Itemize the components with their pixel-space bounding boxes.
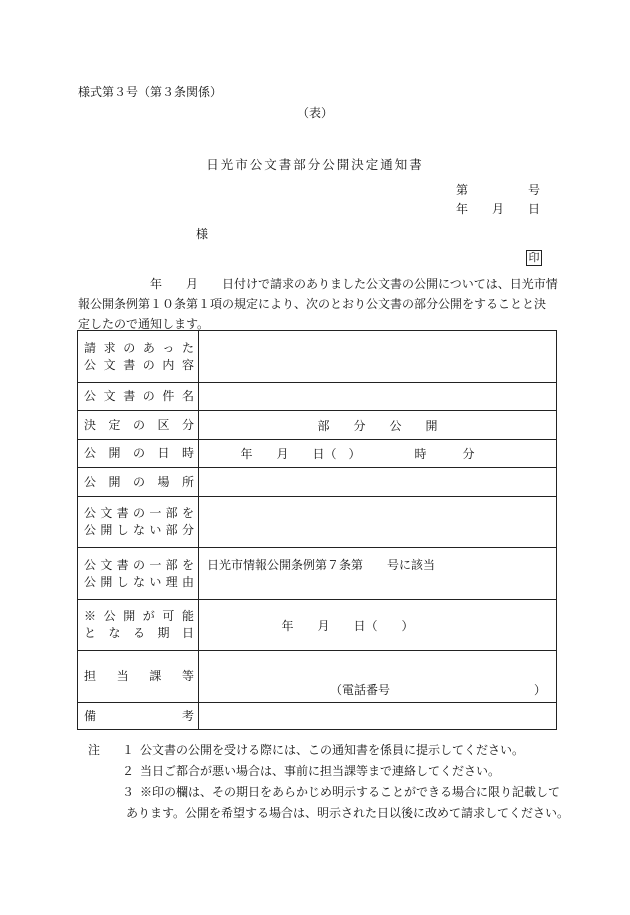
- table-row: [78, 497, 557, 548]
- label-document-name: 公文書の件名: [78, 383, 199, 411]
- table-row: [78, 548, 557, 600]
- label-requested-content: 請求のあった 公文書の内容: [78, 331, 199, 383]
- addressee-suffix: 様: [196, 227, 209, 241]
- label-undisclosed-reason: 公文書の一部を 公開しない理由: [78, 548, 199, 600]
- label-decision-type: 決定の区分: [78, 411, 199, 440]
- date-month-label: 月: [492, 202, 505, 216]
- label-remarks: 備考: [78, 703, 199, 730]
- note-1: 注 １ 公文書の公開を受ける際には、この通知書を係員に提示してください。: [88, 740, 569, 761]
- ref-no-suffix: 号: [528, 183, 541, 197]
- value-undisclosed-reason[interactable]: 日光市情報公開条例第７条第 号に該当: [199, 548, 557, 600]
- note-2: ２ 当日ご都合が悪い場合は、事前に担当課等まで連絡してください。: [121, 764, 501, 778]
- label-disclosure-datetime: 公開の日時: [78, 440, 199, 468]
- ref-no-prefix: 第: [456, 183, 469, 197]
- note-3-continued: あります。公開を希望する場合は、明示された日以後に改めて請求してください。: [126, 806, 570, 820]
- table-row: [78, 331, 557, 383]
- table-row: [78, 468, 557, 497]
- value-disclosure-datetime[interactable]: 年 月 日（ ） 時 分: [199, 440, 557, 468]
- table-row: [78, 383, 557, 411]
- value-responsible-section[interactable]: [199, 651, 557, 703]
- value-document-name[interactable]: [199, 383, 557, 411]
- value-undisclosed-part[interactable]: [199, 497, 557, 548]
- table-row: [78, 411, 557, 440]
- label-disclosure-place: 公開の場所: [78, 468, 199, 497]
- value-available-date[interactable]: 年 月 日（ ）: [199, 600, 557, 651]
- label-available-date: ※公開が可能 となる期日: [78, 600, 199, 651]
- phone-number-field: （電話番号 ）: [329, 683, 546, 697]
- table-row: [78, 600, 557, 651]
- note-3: ３ ※印の欄は、その期日をあらかじめ明示することができる場合に限り記載して: [121, 785, 561, 799]
- date-year-label: 年: [456, 202, 469, 216]
- notes: [88, 740, 569, 824]
- table-row: [78, 440, 557, 468]
- table-row: [78, 651, 557, 703]
- notes-heading: 注: [88, 743, 101, 757]
- label-undisclosed-part: 公文書の一部を 公開しない部分: [78, 497, 199, 548]
- decision-table: [77, 330, 557, 730]
- value-disclosure-place[interactable]: [199, 468, 557, 497]
- table-row: [78, 703, 557, 730]
- document-title: 日光市公文書部分公開決定通知書: [206, 157, 424, 172]
- value-requested-content[interactable]: [199, 331, 557, 383]
- date-day-label: 日: [528, 202, 541, 216]
- value-remarks[interactable]: [199, 703, 557, 730]
- seal-mark: 印: [526, 250, 542, 266]
- form-number: 様式第３号（第３条関係）: [78, 85, 223, 99]
- side-label: （表）: [296, 106, 333, 120]
- notice-line-2: 報公開条例第１０条第１項の規定により、次のとおり公文書の部分公開をすることと決: [78, 297, 547, 311]
- label-responsible-section: 担当課等: [78, 651, 199, 703]
- notice-body: [78, 274, 558, 334]
- value-decision-type: 部 分 公 開: [199, 411, 557, 440]
- notice-line-1: 年 月 日付けで請求のありました公文書の公開については、日光市情: [78, 277, 558, 291]
- notice-line-3: 定したので通知します。: [78, 317, 210, 331]
